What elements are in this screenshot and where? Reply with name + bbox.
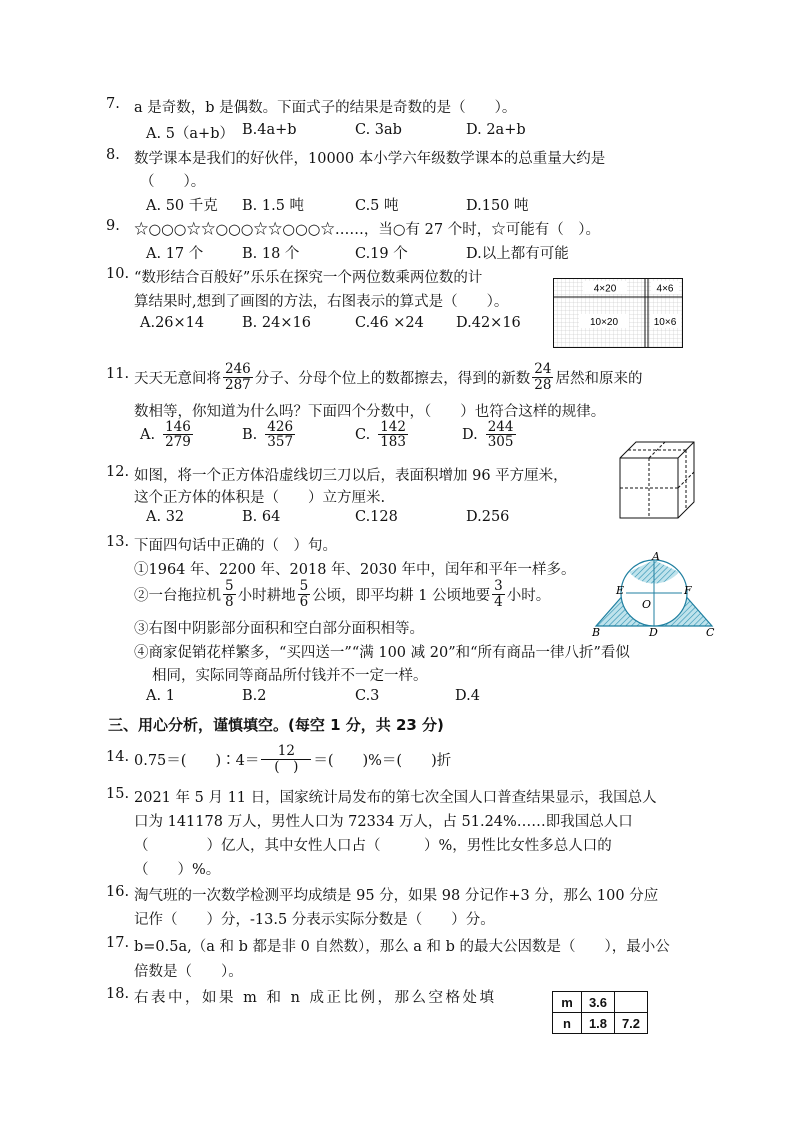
q17-number: 17. bbox=[106, 935, 130, 951]
q18-number: 18. bbox=[106, 986, 130, 1002]
q13-item-2 bbox=[134, 575, 550, 613]
q11-option-c bbox=[355, 420, 410, 449]
q9-option-a: A. 17 个 bbox=[146, 246, 204, 262]
label-A: A bbox=[652, 552, 660, 563]
q14-text-b: ＝( )%＝( )折 bbox=[313, 752, 452, 769]
q14-stem bbox=[134, 739, 451, 779]
grid-label-10x20: 10×20 bbox=[589, 317, 619, 328]
fraction-5-6 bbox=[298, 579, 311, 608]
option-letter: A. bbox=[140, 426, 156, 443]
q8-option-a: A. 50 千克 bbox=[146, 198, 218, 214]
label-C: C bbox=[706, 626, 715, 638]
cube-figure bbox=[618, 440, 698, 520]
label-F: F bbox=[684, 584, 692, 597]
frac-num: 3 bbox=[494, 578, 503, 595]
label-E: E bbox=[616, 584, 625, 597]
frac-num: 5 bbox=[225, 578, 234, 595]
frac-num: 5 bbox=[299, 578, 309, 595]
q12-option-c: C.128 bbox=[355, 509, 398, 525]
label-D: D bbox=[649, 626, 658, 638]
frac-den: 279 bbox=[165, 434, 191, 451]
q15-line-1: 2021 年 5 月 11 日，国家统计局发布的第七次全国人口普查结果显示，我国总人 bbox=[134, 790, 657, 806]
q16-line-1: 淘气班的一次数学检测平均成绩是 95 分，如果 98 分记作+3 分，那么 100 分应 bbox=[134, 888, 659, 904]
q12-option-b: B. 64 bbox=[242, 509, 281, 525]
q17-line-2: 倍数是（ ）。 bbox=[134, 964, 243, 980]
q8-option-b: B. 1.5 吨 bbox=[242, 198, 305, 214]
q10-number: 10. bbox=[106, 266, 130, 282]
q13-option-b: B.2 bbox=[242, 688, 267, 704]
q9-stem: ☆○○○☆☆○○○☆☆○○○☆……，当○有 27 个时，☆可能有（ ）。 bbox=[134, 222, 600, 238]
q16-line-2: 记作（ ）分，-13.5 分表示实际分数是（ ）分。 bbox=[134, 912, 495, 928]
q12-option-d: D.256 bbox=[466, 509, 510, 525]
q15-line-4: （ ）%。 bbox=[134, 862, 221, 878]
q13-item-2-text-d: 小时。 bbox=[506, 587, 551, 604]
q11-option-b bbox=[242, 420, 297, 449]
q11-number: 11. bbox=[106, 366, 130, 382]
q10-option-a: A.26×14 bbox=[140, 315, 205, 331]
q14-text-a: 0.75＝( )∶4＝ bbox=[134, 752, 260, 769]
q7-option-a: A. 5（a+b） bbox=[146, 126, 234, 142]
frac-num: 246 bbox=[225, 361, 251, 378]
q7-option-b: B.4a+b bbox=[242, 122, 297, 138]
q15-number: 15. bbox=[106, 786, 130, 802]
q13-item-4: ④商家促销花样繁多，“买四送一”“满 100 减 20”和“所有商品一律八折”看似 bbox=[134, 645, 630, 661]
q9-option-b: B. 18 个 bbox=[242, 246, 300, 262]
q10-option-c: C.46 ×24 bbox=[355, 315, 424, 331]
table-cell: 3.6 bbox=[582, 992, 615, 1013]
frac-num: 426 bbox=[267, 419, 294, 435]
q11-stem bbox=[134, 357, 642, 397]
option-fraction bbox=[486, 420, 516, 449]
option-letter: C. bbox=[355, 426, 371, 443]
grid-label-10x6: 10×6 bbox=[653, 317, 677, 328]
q8-stem: 数学课本是我们的好伙伴，10000 本小学六年级数学课本的总重量大约是 bbox=[134, 151, 606, 167]
frac-den: 4 bbox=[494, 593, 503, 610]
q7-number: 7. bbox=[106, 96, 120, 112]
q10-option-d: D.42×16 bbox=[456, 315, 521, 331]
q10-stem-cont: 算结果时,想到了画图的方法，右图表示的算式是（ ）。 bbox=[134, 294, 509, 310]
table-row-n bbox=[553, 1013, 648, 1034]
fraction-5-8 bbox=[223, 579, 236, 608]
q15-line-2: 口为 141178 万人，男性人口为 72334 万人，占 51.24%……即我国总人口 bbox=[134, 814, 633, 830]
q8-stem-cont: （ ）。 bbox=[140, 174, 206, 190]
q11-text-3: 居然和原来的 bbox=[555, 370, 643, 387]
q11-stem-cont: 数相等，你知道为什么吗？下面四个分数中，（ ）也符合这样的规律。 bbox=[134, 404, 606, 420]
q12-option-a: A. 32 bbox=[146, 509, 185, 525]
q13-item-1: ①1964 年、2200 年、2018 年、2030 年中，闰年和平年一样多。 bbox=[134, 562, 576, 578]
grid-label-4x20: 4×20 bbox=[593, 283, 617, 295]
frac-num: 24 bbox=[534, 361, 552, 378]
q18-line-1: 右表中，如果 m 和 n 成正比例，那么空格处填 bbox=[134, 990, 497, 1006]
q12-stem-cont: 这个正方体的体积是（ ）立方厘米. bbox=[134, 490, 386, 506]
frac-den: 6 bbox=[299, 593, 309, 610]
frac-num: 142 bbox=[380, 419, 406, 435]
q14-fraction bbox=[261, 744, 311, 773]
q13-item-2-text-c: 公顷，即平均耕 1 公顷地要 bbox=[312, 587, 491, 604]
q11-option-d bbox=[462, 420, 518, 449]
q7-option-c: C. 3ab bbox=[355, 122, 402, 138]
option-letter: B. bbox=[242, 426, 258, 443]
option-fraction bbox=[378, 420, 408, 449]
frac-den: 357 bbox=[267, 434, 294, 451]
q13-option-c: C.3 bbox=[355, 688, 380, 704]
q8-option-c: C.5 吨 bbox=[355, 198, 399, 214]
q16-number: 16. bbox=[106, 884, 130, 900]
q12-number: 12. bbox=[106, 464, 130, 480]
grid-label-4x6: 4×6 bbox=[656, 283, 674, 295]
q12-stem: 如图，将一个正方体沿虚线切三刀以后，表面积增加 96 平方厘米， bbox=[134, 468, 568, 484]
q13-item-2-text-b: 小时耕地 bbox=[237, 587, 296, 604]
q13-item-3: ③右图中阴影部分面积和空白部分面积相等。 bbox=[134, 621, 424, 637]
q11-fraction-24-28 bbox=[532, 362, 553, 391]
section-3-heading: 三、用心分析，谨慎填空。(每空 1 分，共 23 分) bbox=[108, 716, 444, 734]
frac-den: 28 bbox=[534, 376, 552, 393]
q11-option-a bbox=[140, 420, 195, 449]
q11-fraction-246-287 bbox=[223, 362, 253, 391]
q13-option-a: A. 1 bbox=[146, 688, 175, 704]
q10-option-b: B. 24×16 bbox=[242, 315, 311, 331]
table-cell: 1.8 bbox=[582, 1013, 615, 1034]
q7-stem: a 是奇数，b 是偶数。下面式子的结果是奇数的是（ ）。 bbox=[134, 100, 517, 116]
option-fraction bbox=[265, 420, 295, 449]
frac-den: 305 bbox=[487, 434, 514, 451]
q10-stem: “数形结合百般好”乐乐在探究一个两位数乘两位数的计 bbox=[134, 270, 483, 286]
q9-number: 9. bbox=[106, 218, 120, 234]
m-n-table bbox=[552, 991, 648, 1034]
label-O: O bbox=[642, 598, 652, 611]
frac-num: 244 bbox=[487, 419, 514, 435]
q13-item-2-text-a: ②一台拖拉机 bbox=[134, 587, 221, 604]
table-cell: m bbox=[553, 992, 582, 1013]
table-cell-blank bbox=[615, 992, 648, 1013]
q9-option-d: D.以上都有可能 bbox=[466, 246, 569, 262]
q8-option-d: D.150 吨 bbox=[466, 198, 529, 214]
table-cell: 7.2 bbox=[615, 1013, 648, 1034]
frac-den: 287 bbox=[225, 376, 251, 393]
frac-den: 8 bbox=[225, 593, 234, 610]
frac-den: ( ) bbox=[274, 758, 299, 775]
option-fraction bbox=[163, 420, 193, 449]
option-letter: D. bbox=[462, 426, 478, 443]
q8-number: 8. bbox=[106, 147, 120, 163]
q15-line-3: （ ）亿人，其中女性人口占（ ）%，男性比女性多总人口的 bbox=[134, 838, 612, 854]
q13-item-4-cont: 相同，实际同等商品所付钱并不一定一样。 bbox=[152, 668, 428, 684]
area-model-grid-figure bbox=[553, 278, 683, 348]
q7-option-d: D. 2a+b bbox=[466, 122, 526, 138]
triangle-circle-figure bbox=[586, 552, 722, 638]
q13-number: 13. bbox=[106, 534, 130, 550]
q17-line-1: b=0.5a,（a 和 b 都是非 0 自然数），那么 a 和 b 的最大公因数是（ ），最小公 bbox=[134, 939, 670, 955]
q13-option-d: D.4 bbox=[455, 688, 480, 704]
frac-den: 183 bbox=[380, 434, 406, 451]
label-B: B bbox=[592, 626, 601, 638]
q14-number: 14. bbox=[106, 749, 130, 765]
table-row-m bbox=[553, 992, 648, 1013]
q11-text-1: 天天无意间将 bbox=[134, 370, 221, 387]
table-cell: n bbox=[553, 1013, 582, 1034]
fraction-3-4 bbox=[492, 579, 505, 608]
q11-text-2: 分子、分母个位上的数都擦去，得到的新数 bbox=[254, 370, 531, 387]
q13-stem: 下面四句话中正确的（ ）句。 bbox=[134, 538, 337, 554]
q9-option-c: C.19 个 bbox=[355, 246, 408, 262]
frac-num: 12 bbox=[261, 744, 311, 759]
frac-num: 146 bbox=[165, 419, 191, 435]
